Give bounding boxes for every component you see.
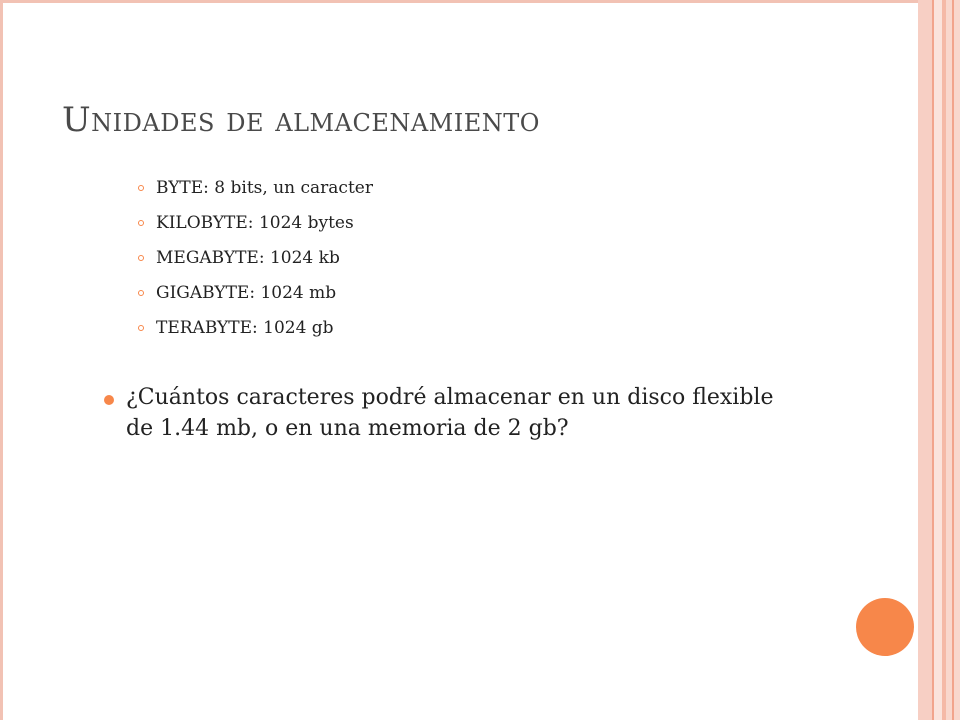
decorative-stripe [918, 0, 932, 720]
slide-frame-top [0, 0, 920, 3]
list-item [134, 209, 373, 244]
list-item [134, 279, 373, 314]
bullet-icon [104, 395, 114, 405]
question-text: ¿Cuántos caracteres podré almacenar en un disco flexible de 1.44 mb, o en una memoria de 2 gb? [126, 385, 774, 441]
decorative-stripe [934, 0, 942, 720]
decorative-circle [856, 598, 914, 656]
list-item-text: BYTE: 8 bits, un caracter [156, 178, 373, 198]
list-item [134, 244, 373, 279]
list-item-text: GIGABYTE: 1024 mb [156, 283, 337, 303]
bullet-icon [138, 185, 144, 191]
storage-units-list [134, 174, 373, 349]
bullet-icon [138, 255, 144, 261]
question-bullet [104, 382, 804, 444]
list-item-text: TERABYTE: 1024 gb [156, 318, 334, 338]
list-item [134, 314, 373, 349]
list-item-text: MEGABYTE: 1024 kb [156, 248, 340, 268]
bullet-icon [138, 325, 144, 331]
list-item-text: KILOBYTE: 1024 bytes [156, 213, 354, 233]
bullet-icon [138, 290, 144, 296]
slide-frame-left [0, 0, 3, 720]
bullet-icon [138, 220, 144, 226]
list-item [134, 174, 373, 209]
slide-title: Unidades de almacenamiento [62, 100, 540, 140]
decorative-stripe [952, 0, 954, 720]
